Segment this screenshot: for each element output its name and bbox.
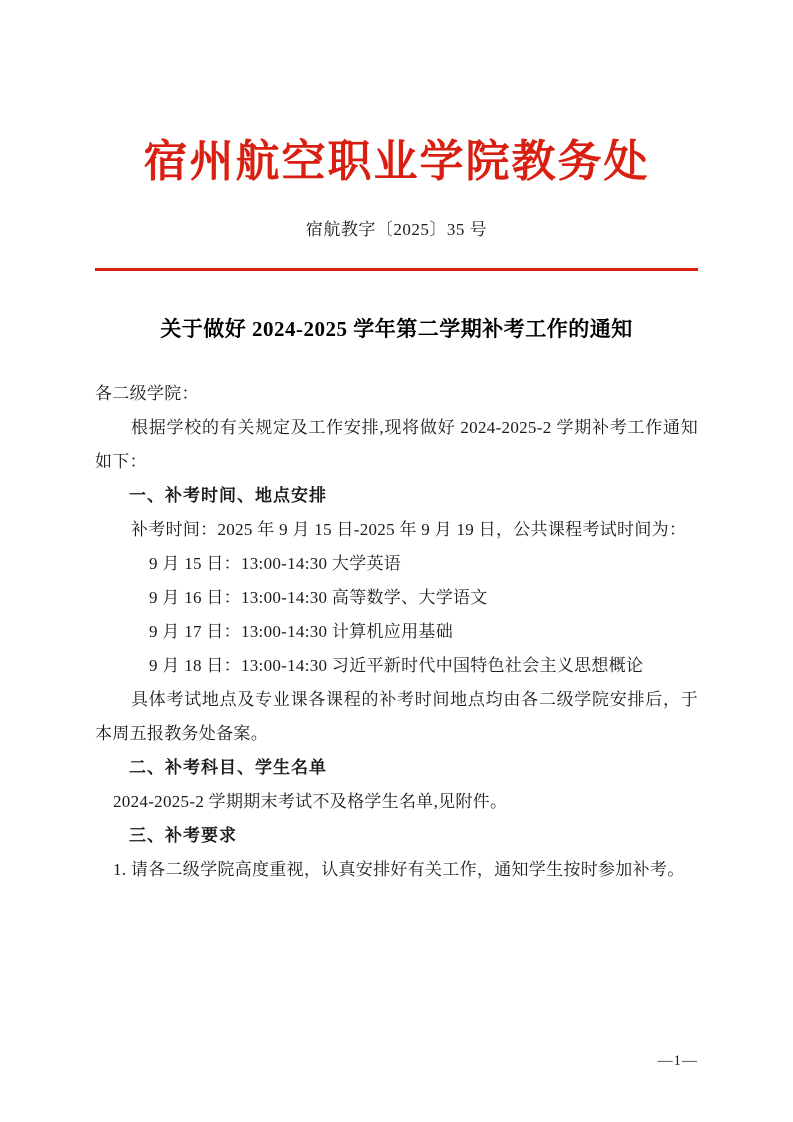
section-2-heading: 二、补考科目、学生名单: [129, 757, 327, 777]
section-2-text: 2024-2025-2 学期期末考试不及格学生名单,见附件。: [113, 791, 508, 811]
schedule-item: 9 月 16 日：13:00-14:30 高等数学、大学语文: [149, 587, 488, 607]
document-subject: 关于做好 2024-2025 学年第二学期补考工作的通知: [160, 316, 633, 341]
section-1-intro: 补考时间：2025 年 9 月 15 日-2025 年 9 月 19 日，公共课程考试时间为：: [131, 519, 687, 539]
page-number: —1—: [657, 1053, 698, 1069]
section-1-heading: 一、补考时间、地点安排: [129, 485, 327, 505]
salutation: 各二级学院：: [95, 383, 199, 403]
schedule-item: 9 月 18 日：13:00-14:30 习近平新时代中国特色社会主义思想概论: [149, 655, 644, 675]
red-divider: [95, 268, 698, 271]
section-3-heading: 三、补考要求: [129, 825, 237, 845]
document-body: [95, 377, 698, 887]
schedule-item: 9 月 17 日：13:00-14:30 计算机应用基础: [149, 621, 454, 641]
page-title: 宿州航空职业学院教务处: [143, 136, 650, 187]
document-number: 宿航教字〔2025〕35 号: [305, 219, 488, 239]
schedule-item: 9 月 15 日：13:00-14:30 大学英语: [149, 553, 402, 573]
section-3-item-1: 1. 请各二级学院高度重视，认真安排好有关工作，通知学生按时参加补考。: [113, 859, 685, 879]
section-1-note: 具体考试地点及专业课各课程的补考时间地点均由各二级学院安排后，于本周五报教务处备案。: [95, 689, 698, 743]
intro-paragraph: 根据学校的有关规定及工作安排,现将做好 2024-2025-2 学期补考工作通知如下：: [95, 417, 698, 471]
